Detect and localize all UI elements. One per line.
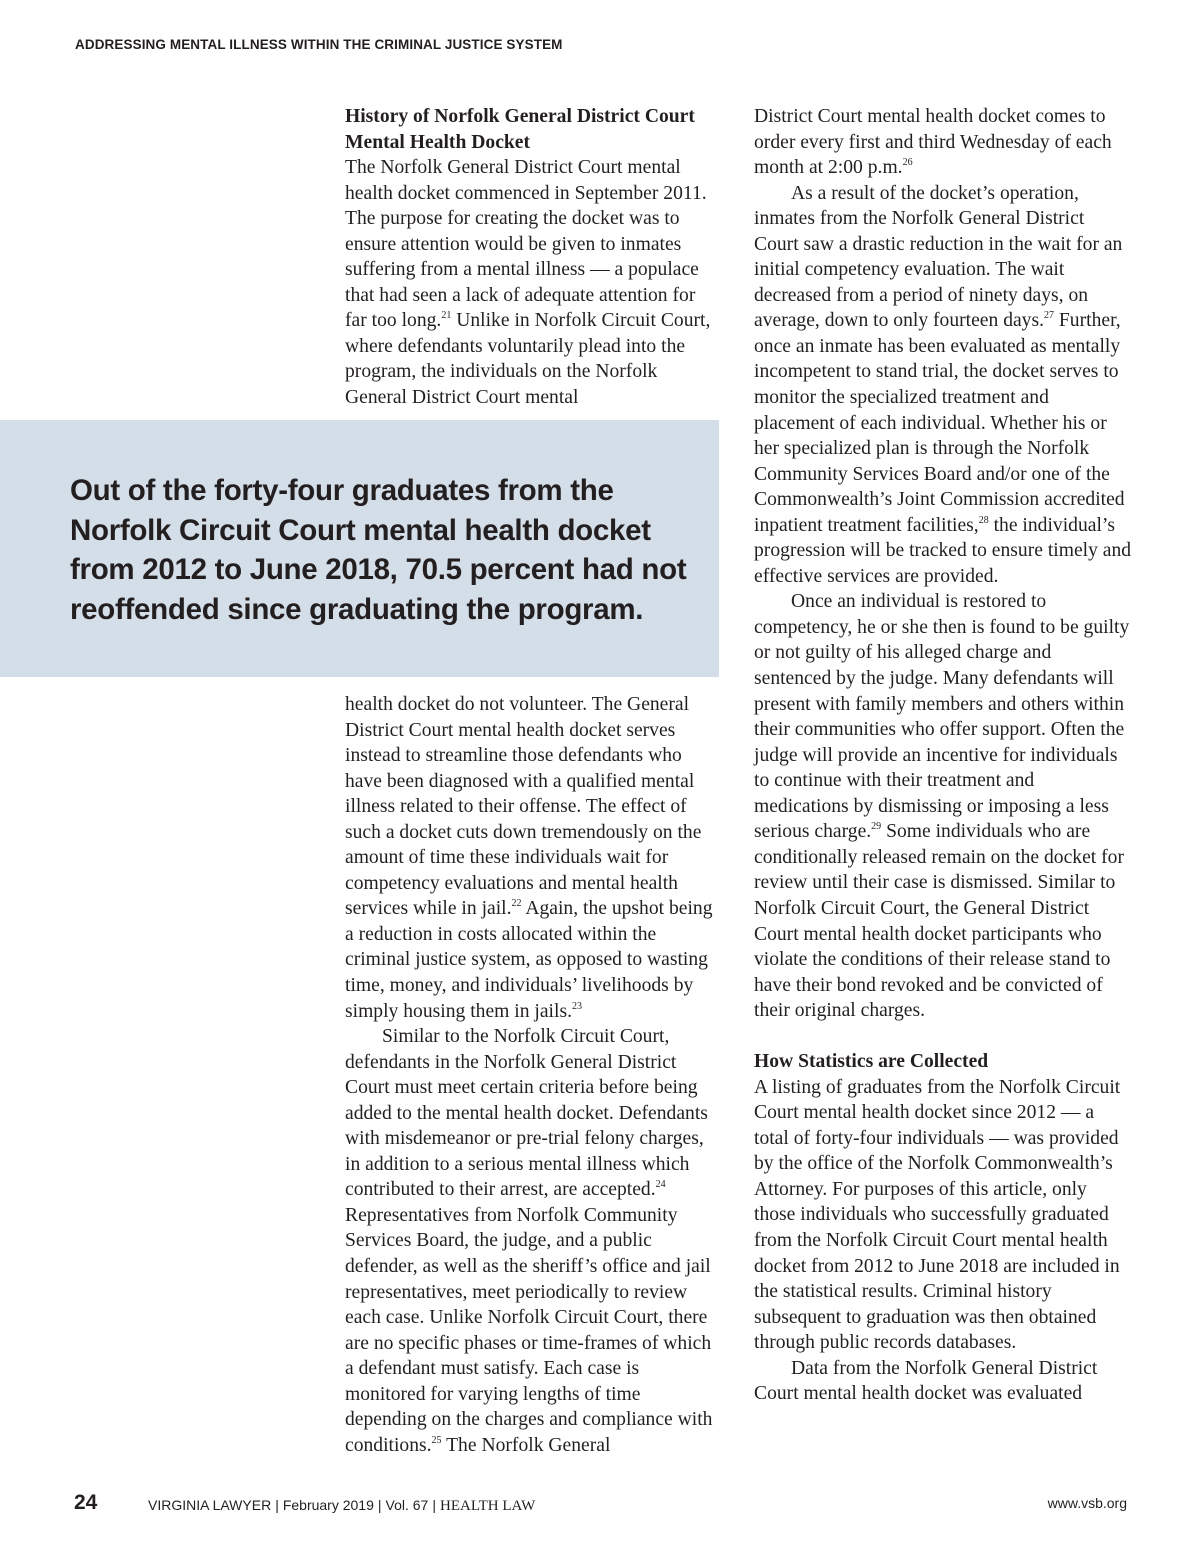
publication-line — [148, 1497, 535, 1515]
footnote-ref[interactable]: 23 — [571, 1000, 582, 1012]
paragraph: Similar to the Norfolk Circuit Court, defendants in the Norfolk General District Court must meet certain criteria before being added to the mental health docket. Defendants with misdemeanor or pre-trial felony charges, in addition to a serious mental illness which contributed to their arrest, are accepted.$^{24}$ Representatives from Norfolk Community Services Board, the judge, and a public defender, as well as the sheriff’s office and jail representatives, meet periodically to review each case. Unlike Norfolk Circuit Court, there are no specific phases or time-frames of which a defendant must satisfy. Each case is monitored for varying lengths of time depending on the charges and compliance with conditions.$^{25}$ The Norfolk General — [345, 1026, 713, 1456]
website-url[interactable]: www.vsb.org — [1047, 1495, 1127, 1511]
section-heading-statistics: How Statistics are Collected — [754, 1051, 989, 1073]
page-number: 24 — [74, 1491, 98, 1514]
separator: | — [377, 1497, 382, 1513]
paragraph: The Norfolk General District Court mental health docket commenced in September 2011. The purpose for creating the docket was to ensure attention would be given to inmates suffering from a mental illness — a populace that had seen a lack of adequate attention for far too long.$^{21}$ Unlike in Norfolk Circuit Court, where defendants voluntarily plead into the program, the individuals on the Norfolk General District Court mental — [345, 157, 711, 409]
separator: | — [432, 1497, 436, 1513]
publication-name: VIRGINIA LAWYER — [148, 1497, 272, 1513]
footnote-ref[interactable]: 28 — [978, 514, 989, 526]
pull-quote: Out of the forty-four graduates from the Norfolk Circuit Court mental health docket from 2012 to June 2018, 70.5 percent had not reoffended since graduating the program. — [70, 474, 687, 627]
footnote-ref[interactable]: 25 — [431, 1434, 442, 1446]
paragraph: health docket do not volunteer. The General District Court mental health docket serves instead to streamline those defendants who have been diagnosed with a qualified mental illness related to their offense. The effect of such a docket cuts down tremendously on the amount of time these individuals wait for competency evaluations and mental health services while in jail.$^{22}$ Again, the upshot being a reduction in costs allocated within the criminal justice system, as opposed to wasting time, money, and individuals’ livelihoods by simply housing them in jails.$^{23}$ — [345, 694, 713, 1022]
footnote-ref[interactable]: 29 — [871, 821, 882, 833]
paragraph: As a result of the docket’s operation, inmates from the Norfolk General District Court saw a drastic reduction in the wait for an initial competency evaluation. The wait decreased from a period of ninety days, on average, down to only fourteen days.$^{27}$ Further, once an inmate has been evaluated as mentally incompetent to stand trial, the docket serves to monitor the specialized treatment and placement of each individual. Whether his or her specialized plan is through the Norfolk Community Services Board and/or one of the Commonwealth’s Joint Commission accredited inpatient treatment facilities,$^{28}$ the individual’s progression will be tracked to ensure timely and effective services are provided. — [754, 182, 1132, 587]
volume: Vol. 67 — [385, 1497, 429, 1513]
issue-date: February 2019 — [282, 1497, 374, 1513]
footnote-ref[interactable]: 26 — [902, 157, 913, 169]
paragraph-gap — [754, 1024, 1132, 1050]
footnote-ref[interactable]: 27 — [1044, 310, 1055, 322]
section-label: HEALTH LAW — [440, 1498, 536, 1514]
paragraph: District Court mental health docket comes to order every first and third Wednesday of each month at 2:00 p.m.$^{26}$ — [754, 106, 1112, 179]
running-head: ADDRESSING MENTAL ILLNESS WITHIN THE CRIMINAL JUSTICE SYSTEM — [75, 37, 563, 52]
separator: | — [275, 1497, 279, 1513]
section-heading-history: History of Norfolk General District Court Mental Health Docket — [345, 106, 695, 153]
article-column-middle-top — [345, 104, 717, 411]
footnote-ref[interactable]: 21 — [441, 310, 452, 322]
paragraph: Data from the Norfolk General District Court mental health docket was evaluated — [754, 1357, 1098, 1405]
paragraph: A listing of graduates from the Norfolk Circuit Court mental health docket since 2012 — a total of forty-four individuals — was provided by the office of the Norfolk Commonwealth’s Attorney. For purposes of this article, only those individuals who successfully graduated from the Norfolk Circuit Court mental health docket from 2012 to June 2018 are included in the statistical results. Criminal history subsequent to graduation was then obtained through public records databases. — [754, 1076, 1121, 1354]
paragraph: Once an individual is restored to competency, he or she then is found to be guilty or not guilty of his alleged charge and sentenced by the judge. Many defendants will present with family members and others within their communities who offer support. Often the judge will provide an incentive for individuals to continue with their treatment and medications by dismissing or imposing a less serious charge.$^{29}$ Some individuals who are conditionally released remain on the docket for review until their case is dismissed. Similar to Norfolk Circuit Court, the General District Court mental health docket participants who violate the conditions of their release stand to have their bond revoked and be convicted of their original charges. — [754, 591, 1130, 1022]
footnote-ref[interactable]: 22 — [511, 898, 522, 910]
footnote-ref[interactable]: 24 — [655, 1179, 666, 1191]
article-column-right — [754, 104, 1132, 1407]
article-column-middle-bottom — [345, 692, 717, 1458]
